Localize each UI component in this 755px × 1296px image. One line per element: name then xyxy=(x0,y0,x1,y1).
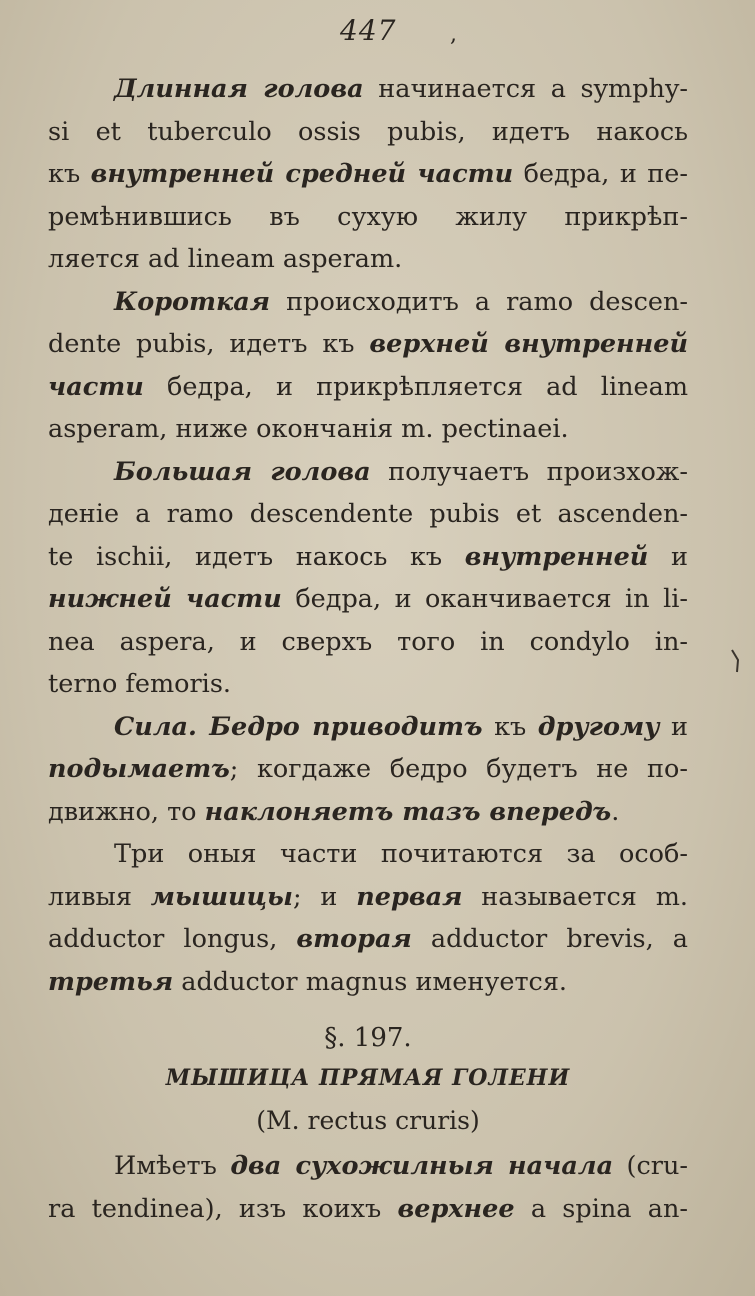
text-line: Три оныя части почитаются за особ- xyxy=(114,839,688,869)
paragraph-rectus xyxy=(48,1145,688,1230)
text-line: Имѣетъ два сухожилныя начала (cru- xyxy=(114,1151,688,1181)
paragraph-big-head xyxy=(48,451,688,706)
text-line: къ внутренней средней части бедра, и пе- xyxy=(48,159,688,189)
margin-mark xyxy=(730,648,742,681)
text-line: adductor longus, вторая adductor brevis, а xyxy=(48,924,688,954)
section-number: §. 197. xyxy=(324,1023,412,1053)
text-line: движно, то наклоняетъ тазъ впередъ. xyxy=(48,796,620,827)
paragraph-force xyxy=(48,706,688,834)
text-line: части бедра, и прикрѣпляется ad lineam xyxy=(48,371,688,402)
text-line: деніе a ramo descendente pubis et ascenden- xyxy=(48,499,688,529)
text-line: ra tendinea), изъ коихъ верхнее а spina an- xyxy=(48,1193,688,1224)
margin-stroke-icon xyxy=(730,648,742,674)
page-mark: , xyxy=(450,22,457,47)
text-line: ремѣнившись въ сухую жилу прикрѣп- xyxy=(48,201,688,232)
text-line: ляется ad lineam asperam. xyxy=(48,244,403,274)
text-line: третья adductor magnus именуется. xyxy=(48,966,568,997)
section-heading xyxy=(48,1017,688,1145)
text-line: Сила. Бедро приводитъ къ другому и xyxy=(114,711,688,742)
text-line: подымаетъ; когдаже бедро будетъ не по- xyxy=(48,754,688,784)
text-line: Большая голова получаетъ произхож- xyxy=(114,456,688,487)
text-line: ливыя мышицы; и первая называется m. xyxy=(48,881,688,912)
text-line: te ischii, идетъ накось къ внутренней и xyxy=(48,541,688,572)
text-line: nea aspera, и сверхъ того in condylo in- xyxy=(48,626,688,657)
paragraph-short-head xyxy=(48,281,688,451)
text-line: нижней части бедра, и оканчивается in li- xyxy=(48,584,688,614)
page-number: 447 xyxy=(340,14,397,47)
paragraph-three-parts xyxy=(48,833,688,1003)
text-line: dente pubis, идетъ къ верхней внутренней xyxy=(48,329,689,359)
text-line: si et tuberculo ossis pubis, идетъ накось xyxy=(48,116,688,147)
text-line: Длинная голова начинается а symphy- xyxy=(114,74,689,104)
page-text xyxy=(48,68,688,1230)
section-latin-name: (M. rectus cruris) xyxy=(256,1106,480,1135)
text-line: terno femoris. xyxy=(48,669,232,699)
text-line: asperam, ниже окончанія m. pectinaei. xyxy=(48,414,569,444)
paragraph-long-head xyxy=(48,68,688,281)
section-title: МЫШИЦА ПРЯМАЯ ГОЛЕНИ xyxy=(165,1065,571,1091)
text-line: Короткая происходитъ а ramo descen- xyxy=(114,286,688,317)
